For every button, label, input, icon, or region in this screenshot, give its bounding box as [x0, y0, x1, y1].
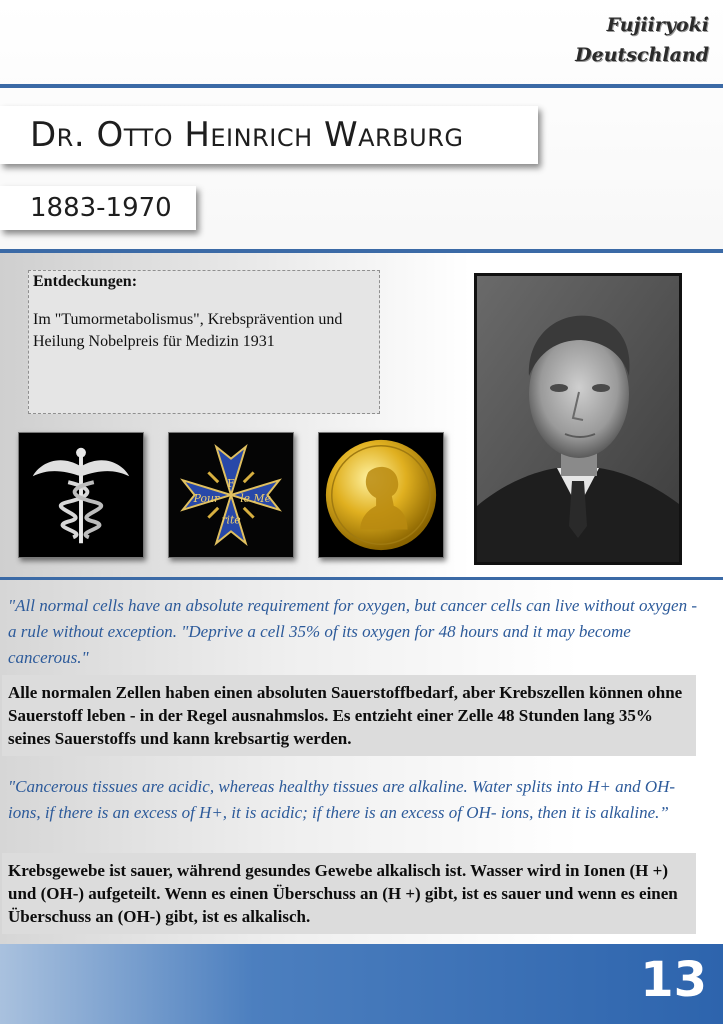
quote-acidity: "Cancerous tissues are acidic, whereas healthy tissues are alkaline. Water splits into H+ and OH- ions, if there is an excess of H+, it is acidic; if there is an excess of OH- ions, then it is alkaline.” [8, 777, 676, 822]
medal-text-leme: le Me [240, 491, 271, 505]
medal-center-letter: F [227, 477, 235, 491]
divider-mid [0, 249, 723, 253]
discoveries-label: Entdeckungen: [33, 273, 138, 290]
medal-text-rite: rite [221, 513, 241, 527]
brand-logo [575, 10, 709, 70]
nobel-medal-icon [318, 432, 444, 558]
portrait-photo [474, 273, 682, 565]
page-title: Dr. Otto Heinrich Warburg [30, 115, 464, 155]
translation-oxygen: Alle normalen Zellen haben einen absoluten Sauerstoffbedarf, aber Krebszellen können ohne Sauerstoff leben - in der Regel ausnahmslos. Es entzieht einer Zelle 48 Stunden lang 35% seines Sauerstoffs und kann krebsartig werden. [2, 675, 696, 756]
name-banner [0, 106, 538, 164]
footer-bar [0, 944, 723, 1024]
brand-line-2: Deutschland [575, 44, 709, 66]
caduceus-icon [18, 432, 144, 558]
life-years: 1883-1970 [30, 193, 172, 223]
page-number: 13 [640, 952, 707, 1008]
translation-acidity: Krebsgewebe ist sauer, während gesundes Gewebe alkalisch ist. Wasser wird in Ionen (H +) und (OH-) aufgeteilt. Wenn es einen Überschuss an (H +) gibt, ist es sauer und wenn es einen Überschuss an (OH-) gibt, ist es alkalisch. [2, 853, 696, 934]
pour-le-merite-icon [168, 432, 294, 558]
brand-line-1: Fujiiryoki [606, 14, 709, 36]
divider-top [0, 84, 723, 88]
discoveries-box [28, 270, 380, 414]
quote-oxygen: "All normal cells have an absolute requirement for oxygen, but cancer cells can live without oxygen - a rule without exception. "Deprive a cell 35% of its oxygen for 48 hours and it may become cancerous." [8, 596, 698, 667]
discoveries-text: Im "Tumormetabolismus", Krebsprävention und Heilung Nobelpreis für Medizin 1931 [33, 311, 343, 350]
divider-quotes [0, 577, 723, 580]
years-banner [0, 186, 196, 230]
medal-text-pour: Pour [193, 491, 220, 505]
